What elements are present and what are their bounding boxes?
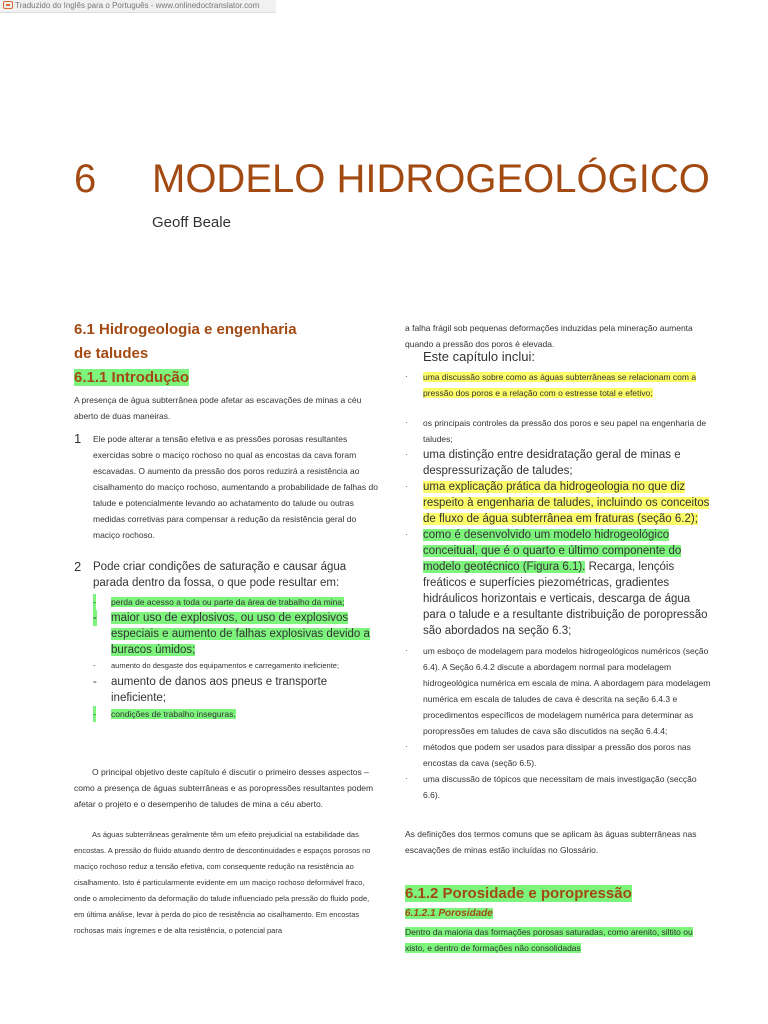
- list-number-1: 1: [74, 431, 82, 446]
- subsection-heading-text: 6.1.1 Introdução: [74, 369, 190, 386]
- chapter-number: 6: [74, 157, 97, 201]
- subsubsection-heading-text: 6.1.2.1 Porosidade: [405, 908, 493, 919]
- item-text: uma distinção entre desidratação geral de minas e despressurização de taludes;: [423, 449, 681, 477]
- porosity-paragraph: [405, 924, 705, 956]
- list-item: [405, 369, 715, 401]
- bullet-dot: ·: [405, 774, 408, 783]
- list-item: [93, 674, 373, 706]
- item-text: um esboço de modelagem para modelos hidrogeológicos numéricos (seção 6.4). A Seção 6.4.2 discute a abordagem normal para modelagem hidrogeológica numérica em escala de mina. A abordagem para modelagem numérica em escala de taludes de cava é descrita na seção 6.4.3 e procedimentos específicos de modelagem numérica para determinar as poropressões em taludes de cava são discutidos na seção 6.4.4;: [423, 646, 711, 736]
- translate-icon: [3, 1, 13, 9]
- bullet-dash: -: [93, 594, 96, 610]
- translator-banner-text: Traduzido do Inglês para o Português - www.onlinedoctranslator.com: [15, 1, 260, 10]
- body-paragraph: As águas subterrâneas geralmente têm um efeito prejudicial na estabilidade das encostas. A pressão do fluido atuando dentro de descontinuidades e espaços porosos no maciço rochoso reduz a tensão efetiva, com consequente redução na resistência ao cisalhamento. Isto é particularmente evidente em um maciço rochoso deformável fraco, onde o amolecimento da deformação do talude influenciado pela pressão do fluido pode, em última análise, levar à perda do pico de resistência ao cisalhamento. Em encostas rochosas mais íngremes e de alta resistência, o potencial para: [74, 830, 371, 935]
- porosity-paragraph-text: Dentro da maioria das formações porosas saturadas, como arenito, siltito ou xisto, e dentro de formações não consolidadas: [405, 927, 693, 953]
- consequence-list: [93, 594, 373, 722]
- chapter-includes-heading: Este capítulo inclui:: [423, 349, 536, 364]
- section-heading: [74, 318, 374, 366]
- item-text: como é desenvolvido um modelo hidrogeológico conceitual, que é o quarto e último componente do modelo geotécnico (Figura 6.1).: [423, 529, 682, 573]
- list-item: [405, 479, 715, 527]
- list-number-2: 2: [74, 559, 82, 574]
- item-text-continued: Recarga, lençóis freáticos e superfícies piezométricas, gradientes hidráulicos horizontais e verticais, descarga de água para o talude e a resultante distribuição de poropressão são abordados na seção 6.3;: [423, 561, 708, 637]
- list-item: [93, 658, 373, 674]
- list-item: [93, 610, 373, 658]
- list-item: [405, 415, 715, 447]
- intro-paragraph: A presença de água subterrânea pode afetar as escavações de minas a céu aberto de duas maneiras.: [74, 395, 362, 421]
- bullet-dash: -: [93, 661, 96, 670]
- bullet-dot: ·: [405, 742, 408, 751]
- list-item: [93, 594, 373, 610]
- definitions-paragraph: As definições dos termos comuns que se aplicam às águas subterrâneas nas escavações de minas estão incluídas no Glossário.: [405, 829, 697, 855]
- bullet-text: aumento do desgaste dos equipamentos e carregamento ineficiente;: [111, 661, 340, 670]
- bullet-text: aumento de danos aos pneus e transporte ineficiente;: [111, 676, 328, 704]
- bullet-dash: -: [93, 706, 96, 722]
- bullet-dot: ·: [405, 530, 408, 539]
- item-text: uma discussão de tópicos que necessitam de mais investigação (secção 6.6).: [423, 774, 697, 800]
- section-heading-line1: 6.1 Hidrogeologia e engenharia: [74, 321, 297, 338]
- item-text: uma explicação prática da hidrogeologia no que diz respeito à engenharia de taludes, incluindo os conceitos de fluxo de água subterrânea em fraturas (seção 6.2);: [423, 481, 710, 525]
- bullet-text: condições de trabalho inseguras.: [111, 709, 236, 719]
- objective-paragraph: O principal objetivo deste capítulo é discutir o primeiro desses aspectos – como a presença de águas subterrâneas e as poropressões resultantes podem afetar o projeto e o desempenho de taludes de mina a céu aberto.: [74, 767, 374, 809]
- bullet-text: maior uso de explosivos, ou uso de explosivos especiais e aumento de falhas explosivas devido a buracos úmidos;: [111, 612, 370, 656]
- item-text: métodos que podem ser usados para dissipar a pressão dos poros nas encostas da cava (seção 6.5).: [423, 742, 691, 768]
- bullet-dot: ·: [405, 482, 408, 491]
- translator-banner[interactable]: [0, 0, 276, 13]
- chapter-author: Geoff Beale: [152, 214, 231, 231]
- bullet-dot: ·: [405, 418, 408, 427]
- list-item-2-text: Pode criar condições de saturação e causar água parada dentro da fossa, o que pode resultar em:: [93, 561, 347, 589]
- bullet-dot: ·: [405, 372, 408, 381]
- item-text: uma discussão sobre como as águas subterrâneas se relacionam com a pressão dos poros e a relação com o estresse total e efetivo;: [423, 372, 697, 398]
- list-item: [405, 771, 715, 803]
- subsection-heading: [74, 369, 189, 386]
- bullet-dot: ·: [405, 450, 408, 459]
- bullet-text: perda de acesso a toda ou parte da área de trabalho da mina;: [111, 597, 345, 607]
- item-text: os principais controles da pressão dos poros e seu papel na engenharia de taludes;: [423, 418, 707, 444]
- section-heading-line2: de taludes: [74, 345, 149, 362]
- list-item: [405, 643, 715, 739]
- list-item-1-text: Ele pode alterar a tensão efetiva e as pressões porosas resultantes exercidas sobre o maciço rochoso no qual as encostas da cava foram escavadas. O aumento da pressão dos poros reduzirá a resistência ao cisalhamento do maciço rochoso, aumentando a probabilidade de falhas do talude e potencialmente levando ao achatamento do talude ou outras medidas corretivas para compensar a redução da resistência geral do maciço rochoso.: [93, 434, 378, 540]
- bullet-dash: -: [93, 676, 97, 688]
- subsection-heading-2: [405, 885, 632, 902]
- bullet-dot: ·: [405, 646, 408, 655]
- right-top-paragraph: a falha frágil sob pequenas deformações induzidas pela mineração aumenta quando a pressão dos poros é elevada.: [405, 323, 693, 349]
- chapter-title: MODELO HIDROGEOLÓGICO: [152, 157, 710, 201]
- subsection-heading-2-text: 6.1.2 Porosidade e poropressão: [405, 885, 632, 902]
- list-item: [93, 706, 373, 722]
- list-item: [405, 739, 715, 771]
- list-item: [405, 447, 715, 479]
- chapter-includes-list: [405, 369, 715, 803]
- bullet-dash: -: [93, 612, 97, 624]
- list-item: [405, 527, 715, 639]
- subsubsection-heading: [405, 908, 493, 919]
